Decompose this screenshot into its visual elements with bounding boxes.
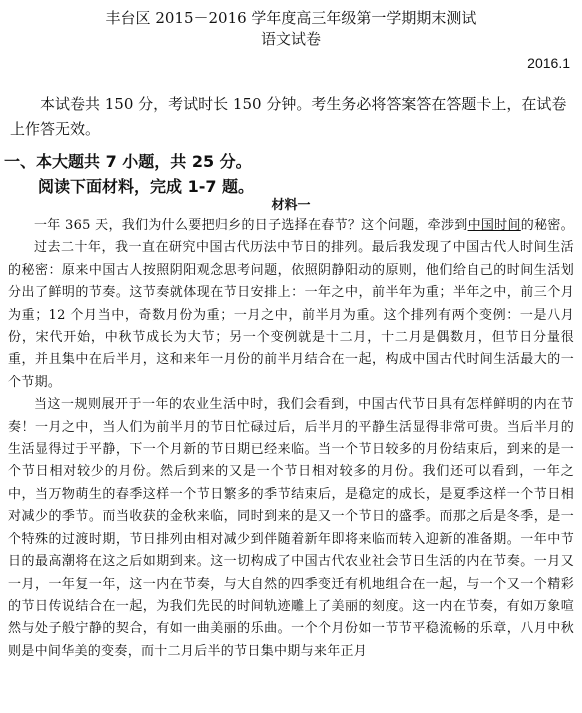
exam-date: 2016.1 xyxy=(527,55,570,71)
paragraph-1 xyxy=(8,215,574,237)
paragraph-2: 过去二十年，我一直在研究中国古代历法中节日的排列。最后我发现了中国古代人时间生活的秘密：原来中国古人按照阴阳观念思考问题，依照阴静阳动的原则，他们给自己的时间生活划分出了鲜明的节奏。这节奏就体现在节日安排上：一年之中，前半年为重；半年之中，前三个月为重；12 个月当中，奇数月份为重；一月之中，前半月为重。这个排列有两个变例：一是八月份，宋代开始，中秋节成长为大节；另一个变例就是十二月，十二月是偶数月，但节日分量很重，并且集中在后半月，这和来年一月份的前半月结合在一起，构成中国古代时间生活最大的一个节期。 xyxy=(8,240,574,390)
section-heading: 一、本大题共 7 小题，共 25 分。 xyxy=(4,152,252,171)
exam-subtitle: 语文试卷 xyxy=(260,30,321,48)
exam-title: 丰台区 2015－2016 学年度高三年级第一学期期末测试 xyxy=(105,9,477,27)
material-title: 材料一 xyxy=(271,198,311,213)
paragraph-1-text: 一年 365 天，我们为什么要把归乡的日子选择在春节？这个问题，牵涉到 xyxy=(34,218,468,233)
paragraph-3: 当这一规则展开于一年的农业生活中时，我们会看到，中国古代节日具有怎样鲜明的内在节奏！一月之中，当人们为前半月的节日忙碌过后，后半月的平静生活显得非常可贵。当后半月的生活显得过于平静，下一个月新的节日期已经来临。当一个节日较多的月份结束后，到来的是一个节日相对较少的月份。然后到来的又是一个节日相对较多的月份。我们还可以看到，一年之中，当万物萌生的春季这样一个节日繁多的季节结束后，是稳定的成长，是夏季这样一个节日相对减少的季节。而当收获的金秋来临，同时到来的是又一个节日的盛季。而那之后是冬季，是一个特殊的过渡时期，节日排列由相对减少到伴随着新年即将来临而转入迎新的准备期。一年中节日的最高潮将在这之后如期到来。这一切构成了中国古代农业社会节日生活的内在节奏。一月又一月，一年复一年，这一内在节奏，与大自然的四季变迁有机地组合在一起，与一个又一个精彩的节日传说结合在一起，为我们先民的时间轨迹雕上了美丽的刻度。这一内在节奏，有如万象喧然与处子般宁静的契合，有如一曲美丽的乐曲。一个个月份如一节节平稳流畅的乐章，八月中秋则是中间华美的变奏，而十二月后半的节日集中期与来年正月 xyxy=(8,397,574,659)
paragraph-1-tail: 的秘密。 xyxy=(520,218,574,233)
exam-notice: 本试卷共 150 分，考试时长 150 分钟。考生务必将答案答在答题卡上，在试卷上作答无效。 xyxy=(10,95,567,138)
underlined-term: 中国时间 xyxy=(467,218,521,233)
material-body xyxy=(8,215,574,663)
section-instruction: 阅读下面材料，完成 1-7 题。 xyxy=(38,177,255,196)
